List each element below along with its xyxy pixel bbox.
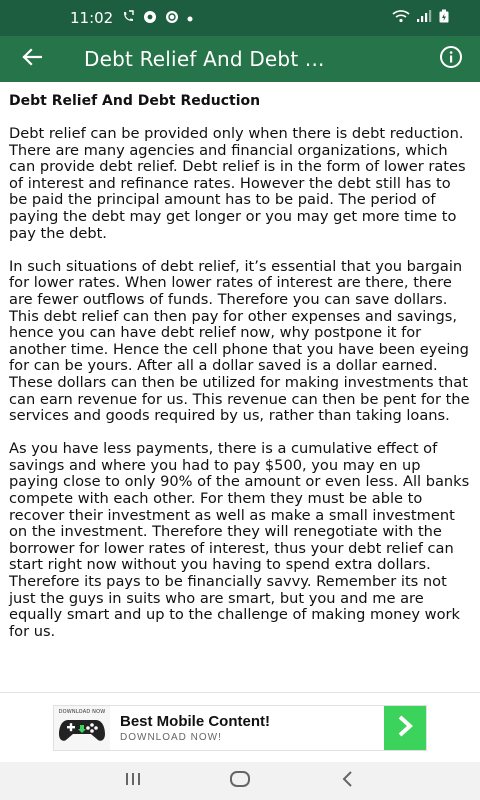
status-time: 11:02 [70,9,114,27]
battery-icon [438,9,450,27]
recents-icon [124,771,142,791]
ad-subtitle: DOWNLOAD NOW! [120,731,222,743]
home-icon [229,770,251,792]
dot-icon [187,12,193,25]
ad-banner [0,692,480,762]
ad-arrow-button[interactable] [384,706,426,750]
arrow-left-icon [22,48,42,70]
ad-logo-text: DOWNLOAD NOW [58,708,106,715]
status-bar [0,0,480,36]
system-nav-bar [0,762,480,800]
home-button[interactable] [220,766,260,796]
back-icon [340,770,354,792]
nav-back-button[interactable] [327,766,367,796]
gamepad-icon [58,717,106,747]
status-left [70,9,193,27]
info-button[interactable] [422,36,480,82]
info-icon [439,45,463,73]
ad-logo [54,706,110,750]
ad-title: Best Mobile Content! [120,712,270,730]
wifi-icon [392,9,410,27]
status-right [392,9,450,27]
page-title: Debt Relief And Debt ... [84,47,325,71]
chevron-right-icon [396,715,414,741]
back-button[interactable] [0,36,64,82]
article-heading: Debt Relief And Debt Reduction [9,93,261,109]
vpn-icon [143,10,157,27]
call-forward-icon [121,10,135,27]
ad-text [110,713,384,743]
article-paragraph-1: Debt relief can be provided only when there is debt reduction. There are many agencies and financial organizations, which can provide debt relief. Debt relief is in the form of lower rates of interest and refinance rates. However the debt still has to be paid the principal amount has to be paid. The period of paying the debt may get longer or you may get more time to pay the debt. [9,125,466,242]
ad-link[interactable] [53,705,427,751]
article-content[interactable] [0,82,480,692]
article-paragraph-3: As you have less payments, there is a cumulative effect of savings and where you had to pay $500, you may en up paying close to only 90% of the amount or even less. All banks compete with each other. For them they must be able to recover their investment as well as make a small investment on the investment. Therefore they will renegotiate with the borrower for lower rates of interest, thus your debt relief can start right now without you having to spend extra dollars. Therefore its pays to be financially savvy. Remember its not just the guys in suits who are smart, but you and me are equally smart and up to the challenge of making money work for us. [9,440,470,640]
article-paragraph-2: In such situations of debt relief, it’s essential that you bargain for lower rates. When lower rates of interest are there, there are fewer outflows of funds. Therefore you can save dollars. This debt relief can then pay for other expenses and savings, hence you can have debt relief now, why postpone it for another time. Hence the cell phone that you have been eyeing for can be yours. After all a dollar saved is a dollar earned. These dollars can then be utilized for making investments that can earn revenue for us. This revenue can then be pent for the services and goods required by us, rather than taking loans. [9,257,470,425]
recents-button[interactable] [113,766,153,796]
sync-icon [165,10,179,27]
app-bar [0,36,480,82]
signal-icon [416,9,432,27]
